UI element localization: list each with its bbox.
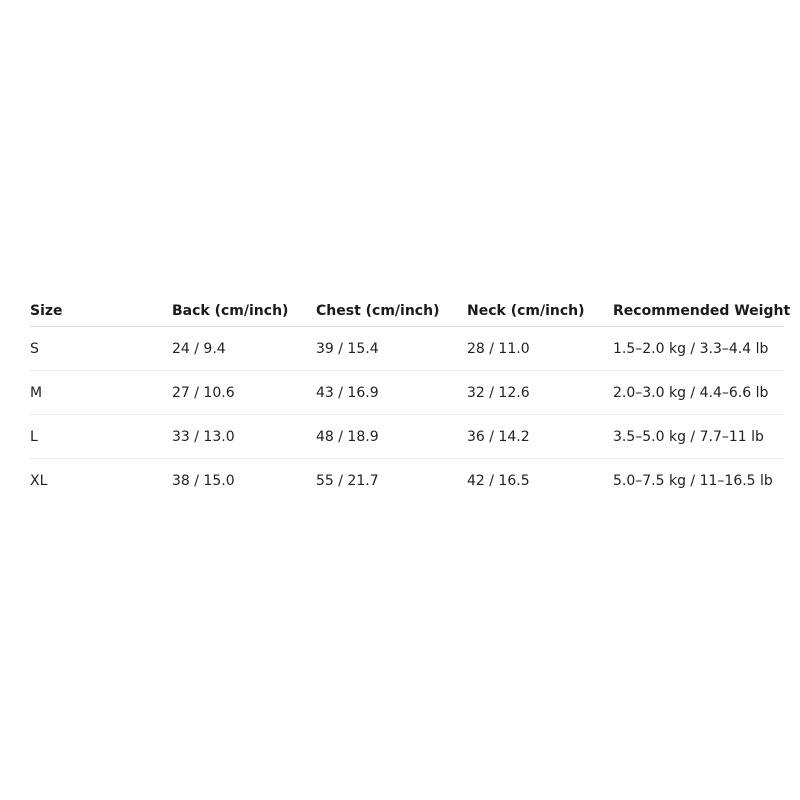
- header-neck: Neck (cm/inch): [467, 296, 613, 327]
- cell-chest: 39 / 15.4: [316, 327, 467, 371]
- cell-back: 38 / 15.0: [172, 472, 235, 489]
- table-row: [30, 415, 784, 459]
- cell-size: S: [30, 327, 172, 371]
- cell-chest: 55 / 21.7: [316, 472, 379, 489]
- size-chart-table: [30, 296, 791, 502]
- table-row: [30, 459, 784, 503]
- header-recommended-weight: Recommended Weight: [613, 296, 784, 327]
- cell-weight: 5.0–7.5 kg / 11–16.5 lb: [613, 472, 773, 489]
- cell-neck: 42 / 16.5: [467, 472, 530, 489]
- table-body: [30, 327, 784, 503]
- table-row: [30, 327, 784, 371]
- cell-weight: 1.5–2.0 kg / 3.3–4.4 lb: [613, 327, 784, 371]
- cell-neck: 32 / 12.6: [467, 371, 613, 415]
- cell-neck: 28 / 11.0: [467, 327, 613, 371]
- cell-weight: 3.5–5.0 kg / 7.7–11 lb: [613, 415, 784, 459]
- table-row: [30, 371, 784, 415]
- header-size: Size: [30, 296, 172, 327]
- cell-chest: 48 / 18.9: [316, 415, 467, 459]
- table-header: [30, 296, 791, 327]
- cell-chest: 43 / 16.9: [316, 371, 467, 415]
- cell-back: 33 / 13.0: [172, 415, 316, 459]
- cell-size: M: [30, 371, 172, 415]
- cell-size: L: [30, 415, 172, 459]
- cell-back: 24 / 9.4: [172, 327, 316, 371]
- cell-weight: 2.0–3.0 kg / 4.4–6.6 lb: [613, 371, 784, 415]
- header-row: [30, 296, 784, 327]
- cell-size: XL: [30, 472, 48, 489]
- cell-neck: 36 / 14.2: [467, 415, 613, 459]
- header-chest: Chest (cm/inch): [316, 296, 467, 327]
- header-back: Back (cm/inch): [172, 296, 316, 327]
- cell-back: 27 / 10.6: [172, 371, 316, 415]
